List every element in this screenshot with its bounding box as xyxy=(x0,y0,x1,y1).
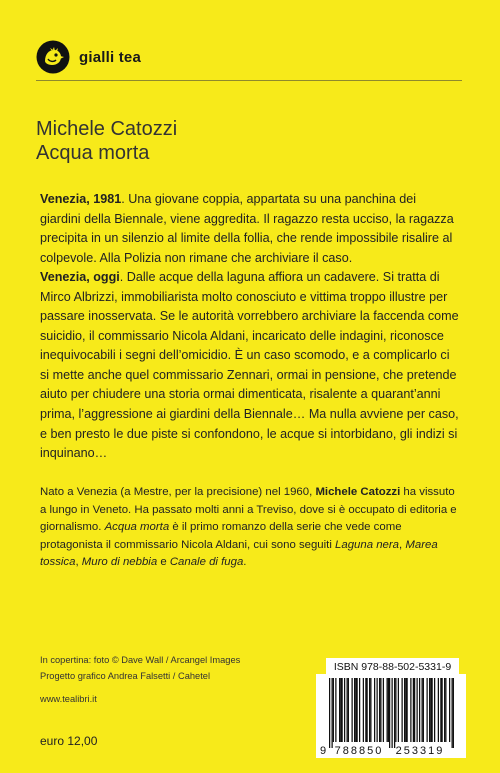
barcode-bar xyxy=(395,678,396,742)
barcode-bar xyxy=(355,678,356,742)
barcode-bar xyxy=(407,678,408,742)
barcode-bar xyxy=(339,678,340,742)
header-divider xyxy=(36,80,462,81)
barcode-bar xyxy=(359,678,360,742)
barcode-bar xyxy=(423,678,424,742)
bio-book-title: Canale di fuga xyxy=(169,556,244,568)
synopsis-paragraph-2 xyxy=(40,268,460,463)
barcode-bar xyxy=(449,678,450,742)
barcode-digits-right: 253319 xyxy=(395,745,445,757)
design-credit: Progetto grafico Andrea Falsetti / Cahetel xyxy=(40,670,211,681)
barcode-bar xyxy=(387,678,388,742)
barcode-bar xyxy=(429,678,430,742)
barcode-bar xyxy=(410,678,411,742)
bio-text: è il primo romanzo della serie che vede come protagonista il commissario Nicola Aldani, cui sono seguiti xyxy=(40,521,402,551)
barcode-bar xyxy=(452,678,453,748)
barcode-bar xyxy=(370,678,371,742)
synopsis-text-2: . Dalle acque della laguna affiora un cadavere. Si tratta di Mirco Albrizzi, immobiliarista molto conosciuto e vittima troppo illustre per passare inosservata. Se le autorità vorrebbero archiviare la faccenda come suicidio, il commissario Nicola Aldani, incaricato delle indagini, riconosce inequivocabili i segni dell’omicidio. È un caso scomodo, e a complicarlo ci si mette anche quel commissario Zennari, ormai in pensione, che pretende aiuto per chiudere una storia ormai dimenticata, risalente a quarant’anni prima, l’aggressione ai giardini della Biennale… Ma nulla avviene per caso, e ben presto le due piste si confondono, le acque si intorbidano, gli indizi si inquinano… xyxy=(40,270,459,461)
barcode-bar xyxy=(419,678,420,742)
barcode-bar xyxy=(363,678,364,742)
cover-credit: In copertina: foto © Dave Wall / Arcangel Images xyxy=(40,655,241,665)
publisher-logo xyxy=(36,40,141,74)
barcode-bar xyxy=(369,678,370,742)
synopsis-lead-1: Venezia, 1981 xyxy=(40,192,122,206)
barcode-bar xyxy=(434,678,435,742)
barcode-bar xyxy=(365,678,366,742)
barcode-bar xyxy=(329,678,330,748)
barcode-bar xyxy=(357,678,358,742)
barcode-bar xyxy=(392,678,393,748)
barcode xyxy=(316,674,466,758)
barcode-bar xyxy=(394,678,395,748)
price: euro 12,00 xyxy=(40,734,98,748)
barcode-bar xyxy=(352,678,353,742)
barcode-bar xyxy=(413,678,414,742)
bio-text: , xyxy=(75,556,82,568)
bio-text: e xyxy=(157,556,170,568)
bio-text: , xyxy=(399,538,406,551)
barcode-bar xyxy=(347,678,348,742)
bio-author-name: Michele Catozzi xyxy=(315,486,401,498)
barcode-bar xyxy=(374,678,375,742)
barcode-bar xyxy=(427,678,428,742)
bio-text: ha vissuto a lungo in Veneto. Ha passato molti anni a Treviso, dove si è occupato di editoria e giornalismo. xyxy=(40,486,457,533)
barcode-graphic xyxy=(316,674,466,758)
barcode-bar xyxy=(388,678,389,742)
barcode-bar xyxy=(342,678,343,742)
barcode-bar xyxy=(340,678,341,742)
barcode-bar xyxy=(430,678,431,742)
rooster-icon xyxy=(36,40,70,74)
barcode-bar xyxy=(389,678,390,748)
credits xyxy=(40,653,240,684)
barcode-bar xyxy=(422,678,423,742)
barcode-bar xyxy=(444,678,445,742)
barcode-bar xyxy=(438,678,439,742)
publisher-website: www.tealibri.it xyxy=(40,694,97,704)
synopsis xyxy=(40,190,460,464)
barcode-bar xyxy=(335,678,336,742)
bio-text: Nato a Venezia (a Mestre, per la precisione) nel 1960, xyxy=(40,486,316,498)
synopsis-lead-2: Venezia, oggi xyxy=(40,270,120,285)
barcode-bar xyxy=(348,678,349,742)
barcode-bar xyxy=(383,678,384,742)
barcode-bar xyxy=(354,678,355,742)
barcode-bar xyxy=(442,678,443,742)
bio-book-title: Marea tossica xyxy=(40,538,438,568)
barcode-bar xyxy=(432,678,433,742)
barcode-bar xyxy=(379,678,380,742)
barcode-bar xyxy=(344,678,345,742)
isbn-label: ISBN 978-88-502-5331-9 xyxy=(326,658,459,674)
bio-book-title: Muro di nebbia xyxy=(81,556,158,568)
barcode-bar xyxy=(404,678,405,742)
barcode-digits-left: 788850 xyxy=(334,745,384,757)
book-title: Acqua morta xyxy=(36,142,150,164)
barcode-bar xyxy=(380,678,381,742)
barcode-bar xyxy=(405,678,406,742)
bio-book-title: Acqua morta xyxy=(104,521,170,533)
book-author: Michele Catozzi xyxy=(36,118,178,140)
barcode-bar xyxy=(333,678,334,742)
barcode-bar xyxy=(453,678,454,748)
author-bio xyxy=(40,484,460,572)
synopsis-text-1: . Una giovane coppia, appartata su una panchina dei giardini della Biennale, viene aggredita. Il ragazzo resta ucciso, la ragazza precipita in un silenzio al limite della follia, che rende impossibile risalire al colpevole. Alla Polizia non rimane che archiviare il caso. xyxy=(40,192,454,265)
bio-text: . xyxy=(243,556,247,568)
barcode-bar xyxy=(417,678,418,742)
barcode-bar xyxy=(402,678,403,742)
barcode-bar xyxy=(398,678,399,742)
barcode-bar xyxy=(377,678,378,742)
barcode-bar xyxy=(367,678,368,742)
barcode-bar xyxy=(332,678,333,748)
barcode-digit-first: 9 xyxy=(320,745,327,757)
publisher-name: gialli tea xyxy=(79,48,142,66)
barcode-bar xyxy=(440,678,441,742)
barcode-bar xyxy=(414,678,415,742)
synopsis-paragraph-1 xyxy=(40,190,460,268)
barcode-bar xyxy=(445,678,446,742)
bio-book-title: Laguna nera xyxy=(335,538,400,551)
